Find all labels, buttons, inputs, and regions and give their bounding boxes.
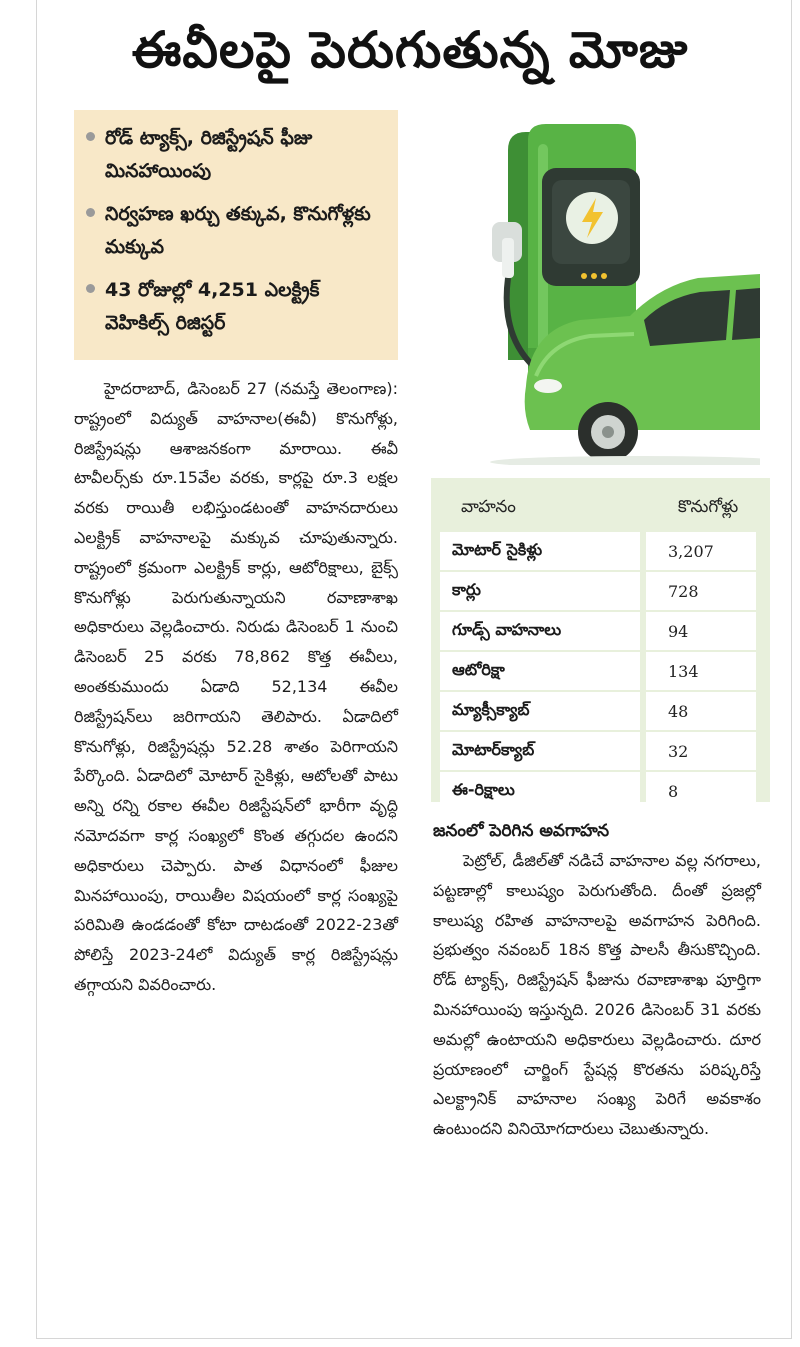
body-left-text: హైదరాబాద్, డిసెంబర్ 27 (నమస్తే తెలంగాణ): రాష్ట్రంలో విద్యుత్ వాహనాల(ఈవీ) కొనుగోళ్లు, రిజిస్ట్రేషన్లు ఆశాజనకంగా మారాయి. ఈవీ టావీలర్స్‌కు రూ.15వేల వరకు, కార్లపై రూ.3 లక్షల వరకు రాయితీ లభిస్తుండటంతో వాహనదారులు ఎలక్ట్రిక్ వాహనాలపై మక్కువ చూపుతున్నారు. రాష్ట్రంలో క్రమంగా ఎలక్ట్రిక్ కార్లు, ఆటోరిక్షాలు, బైక్స్ కొనుగోళ్లు పెరుగుతున్నాయని రవాణాశాఖ అధికారులు వెల్లడించారు. నిరుడు డిసెంబర్ 1 నుంచి డిసెంబర్ 25 వరకు 78,862 కొత్త ఈవీలు, అంతకుముందు ఏడాది 52,134 ఈవీల రిజిస్ట్రేషన్‌లు జరిగాయని తెలిపారు. ఏడాదిలో కొనుగోళ్లు, రిజిస్ట్రేషన్లు 52.28 శాతం పెరిగాయని పేర్కొంది. ఏడాదిలో మోటార్ సైకిళ్లు, ఆటోలతో పాటు అన్ని రన్ని రకాల ఈవీల రిజిస్టేషన్‌లో భారీగా వృద్ధి నమోదవగా కార్ల సంఖ్యలో కొంత తగ్గుదల ఉందని అధికారులు చెప్పారు. పాత విధానంలో ఫీజుల మినహాయింపు, రాయితీల విషయంలో కార్ల సంఖ్యపై పరిమితి ఉండడంతో కోటా దాటడంతో 2022-23తో పోలిస్తే 2023-24లో విద్యుత్ కార్ల రిజిస్ట్రేషన్లు తగ్గాయని వివరించారు. [74, 379, 398, 994]
highlight-item [84, 274, 388, 340]
left-border [36, 0, 37, 1339]
vehicle-cell: ఆటోరిక్షా [440, 652, 640, 690]
highlight-text: రోడ్ ట్యాక్స్, రిజిస్ట్రేషన్ ఫీజు మినహాయింపు [105, 127, 313, 182]
highlight-text: 43 రోజుల్లో 4,251 ఎలక్ట్రిక్ వెహికిల్స్ రిజిస్టర్ [105, 279, 320, 334]
vehicle-cell: కార్లు [440, 572, 640, 610]
table-row [440, 532, 770, 570]
bottom-border [36, 1338, 792, 1339]
subheading: జనంలో పెరిగిన అవగాహన [433, 821, 610, 841]
count-cell: 134 [646, 652, 756, 690]
vehicle-cell: ఈ-రిక్షాలు [440, 772, 640, 810]
ev-sales-table [431, 478, 770, 802]
bullet-dot-icon [86, 208, 95, 217]
table-row [440, 572, 770, 610]
bullet-dot-icon [86, 284, 95, 293]
table-row [440, 692, 770, 730]
count-cell: 728 [646, 572, 756, 610]
article-body-left [74, 374, 398, 1000]
table-row [440, 612, 770, 650]
vehicle-cell: గూడ్స్ వాహనాలు [440, 612, 640, 650]
count-cell: 3,207 [646, 532, 756, 570]
table-row [440, 732, 770, 770]
vehicle-cell: మోటార్‌క్యాబ్ [440, 732, 640, 770]
vehicle-cell: మ్యాక్సీక్యాబ్ [440, 692, 640, 730]
highlight-item [84, 122, 388, 188]
count-cell: 94 [646, 612, 756, 650]
count-cell: 8 [646, 772, 756, 810]
vehicle-cell: మోటార్ సైకిళ్లు [440, 532, 640, 570]
count-cell: 48 [646, 692, 756, 730]
article-body-right [433, 846, 761, 1144]
highlight-text: నిర్వహణ ఖర్చు తక్కువ, కొనుగోళ్లకు మక్కువ [105, 203, 371, 258]
table-row [440, 772, 770, 810]
highlights-box [74, 110, 398, 360]
table-header [431, 486, 770, 532]
header-vehicle: వాహనం [461, 497, 516, 517]
highlight-item [84, 198, 388, 264]
body-right-text: పెట్రోల్, డీజిల్‌తో నడిచే వాహనాల వల్ల నగరాలు, పట్టణాల్లో కాలుష్యం పెరుగుతోంది. దీంతో ప్రజల్లో కాలుష్య రహిత వాహనాలపై అవగాహన పెరిగింది. ప్రభుత్వం నవంబర్ 18న కొత్త పాలసీ తీసుకొచ్చింది. రోడ్ ట్యాక్స్, రిజిస్ట్రేషన్ ఫీజును రవాణాశాఖ పూర్తిగా మినహాయింపు ఇస్తున్నది. 2026 డిసెంబర్ 31 వరకు అమల్లో ఉంటాయని అధికారులు వెల్లడించారు. దూర ప్రయాణంలో చార్జింగ్ స్టేషన్ల కొరతను పరిష్కరిస్తే ఎలక్ట్రానిక్ వాహనాల సంఖ్య పెరిగే అవకాశం ఉంటుందని వినియోగదారులు చెబుతున్నారు. [433, 851, 761, 1139]
header-sales: కొనుగోళ్లు [677, 497, 739, 517]
ev-charging-photo [430, 110, 760, 465]
right-border [791, 0, 792, 1339]
table-row [440, 652, 770, 690]
bullet-dot-icon [86, 132, 95, 141]
ev-charging-illustration [430, 110, 760, 465]
headline: ఈవీలపై పెరుగుతున్న మోజు [131, 21, 689, 79]
count-cell: 32 [646, 732, 756, 770]
